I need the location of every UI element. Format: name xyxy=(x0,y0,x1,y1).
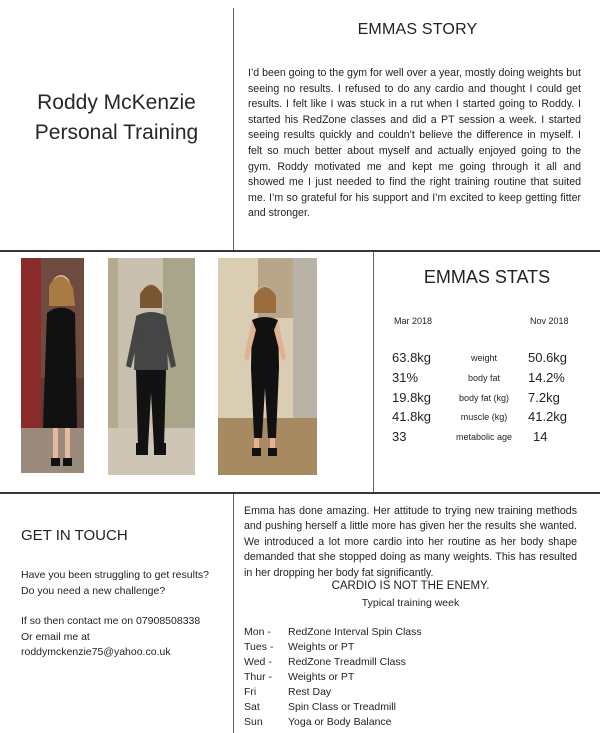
schedule-day: Sun xyxy=(244,716,263,728)
schedule-activity: Weights or PT xyxy=(288,641,355,653)
stat-label: weight xyxy=(470,353,497,363)
stat-label: muscle (kg) xyxy=(460,412,508,422)
contact-email: roddymckenzie75@yahoo.co.uk xyxy=(21,646,171,658)
story-title: EMMAS STORY xyxy=(357,21,478,38)
stat-row-body-fat xyxy=(392,370,582,389)
schedule-row xyxy=(244,716,584,731)
stat-after: 7.2kg xyxy=(528,390,560,405)
schedule-day: Sat xyxy=(244,701,260,713)
schedule-row xyxy=(244,626,584,641)
brand-subtitle: Personal Training xyxy=(34,121,199,144)
schedule-activity: Weights or PT xyxy=(288,671,355,683)
contact-email-label: Or email me at xyxy=(21,630,90,643)
schedule-day: Thur - xyxy=(244,671,273,683)
photo-before xyxy=(21,258,84,473)
contact-question-results: Have you been struggling to get results? xyxy=(21,569,209,581)
schedule-row xyxy=(244,701,584,716)
cardio-slogan: CARDIO IS NOT THE ENEMY. xyxy=(331,580,490,592)
bottom-vertical-divider xyxy=(233,494,234,733)
schedule-day: Tues - xyxy=(244,641,274,653)
schedule-row xyxy=(244,686,584,701)
schedule-day: Mon - xyxy=(244,626,271,638)
stat-before: 41.8kg xyxy=(392,409,432,424)
stat-after: 50.6kg xyxy=(528,350,568,365)
photo-during xyxy=(108,258,195,475)
stat-after: 14 xyxy=(533,429,548,444)
stats-vertical-divider xyxy=(373,252,374,492)
stat-row-weight xyxy=(392,350,582,369)
stat-before: 33 xyxy=(392,429,407,444)
schedule-activity: Rest Day xyxy=(288,686,332,698)
contact-text xyxy=(21,568,226,661)
stats-title: EMMAS STATS xyxy=(423,267,551,287)
stat-before: 19.8kg xyxy=(392,390,432,405)
schedule-activity: Spin Class or Treadmill xyxy=(288,701,396,713)
top-divider xyxy=(0,250,600,252)
contact-title: GET IN TOUCH xyxy=(21,527,128,544)
story-text: I’d been going to the gym for well over a year, mostly doing weights but seeing no results. I refused to do any cardio and thought I could get results. I felt like I was stuck in a rut when I started going to Roddy. I started his RedZone classes and did a PT session a week. I started seeing results quickly and couldn’t believe the difference in myself. I felt so much better about myself and actually enjoyed going to the gym. Roddy motivated me and kept me going through it all and showed me I just needed to find the right training routine that suited me. I’m so grateful for his support and I’m excited to keep getting fitter and stronger. xyxy=(248,67,581,220)
contact-phone: If so then contact me on 07908508338 xyxy=(21,615,201,627)
schedule-activity: Yoga or Body Balance xyxy=(288,716,392,728)
schedule-activity: RedZone Treadmill Class xyxy=(288,656,406,668)
top-vertical-divider xyxy=(233,8,234,250)
brand-title xyxy=(0,88,233,148)
stat-label: body fat (kg) xyxy=(458,393,510,403)
stat-before: 63.8kg xyxy=(392,350,432,365)
stat-row-muscle xyxy=(392,409,582,428)
training-week-title: Typical training week xyxy=(361,597,460,609)
middle-divider xyxy=(0,492,600,494)
schedule-row xyxy=(244,671,584,686)
schedule-activity: RedZone Interval Spin Class xyxy=(288,626,422,638)
stat-row-metabolic-age xyxy=(392,429,582,448)
stat-row-body-fat-kg xyxy=(392,390,582,409)
stat-after: 14.2% xyxy=(528,370,565,385)
stat-after: 41.2kg xyxy=(528,409,568,424)
date-before: Mar 2018 xyxy=(394,316,433,326)
schedule-day: Fri xyxy=(244,686,257,698)
contact-question-challenge: Do you need a new challenge? xyxy=(21,584,166,597)
schedule-row xyxy=(244,641,584,656)
stat-label: metabolic age xyxy=(455,432,513,442)
schedule-row xyxy=(244,656,584,671)
brand-name: Roddy McKenzie xyxy=(37,91,196,114)
stat-label: body fat xyxy=(467,373,501,383)
summary-text: Emma has done amazing. Her attitude to trying new training methods and pushing herself a little more has given her the results she wanted. We introduced a lot more cardio into her routine as her body shape demanded that she stopped doing as many weights. This has resulted in her dropping her body fat significantly. xyxy=(244,505,577,579)
schedule-day: Wed - xyxy=(244,656,272,668)
photo-after xyxy=(218,258,317,475)
date-after: Nov 2018 xyxy=(530,316,569,326)
stat-before: 31% xyxy=(392,370,419,385)
